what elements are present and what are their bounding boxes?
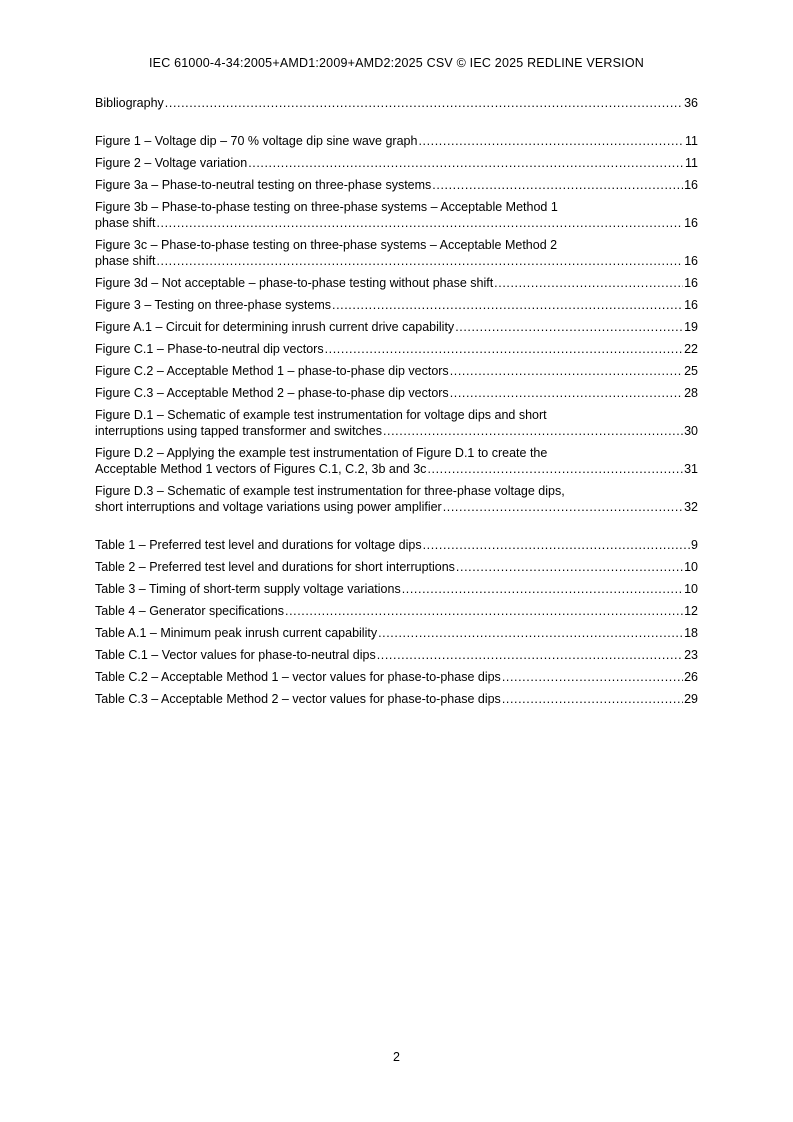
toc-entry-title: phase shift — [95, 216, 156, 230]
toc-entry-table[interactable] — [95, 603, 698, 619]
toc-entry-page: 25 — [684, 364, 698, 378]
toc-entry-table[interactable] — [95, 669, 698, 685]
table-of-contents — [95, 95, 698, 713]
toc-entry-table[interactable] — [95, 647, 698, 663]
dot-leader — [450, 363, 683, 379]
toc-entry-page: 28 — [684, 386, 698, 400]
dot-leader — [285, 603, 683, 619]
toc-entry-figure[interactable] — [95, 275, 698, 291]
toc-entry-page: 10 — [684, 560, 698, 574]
toc-entry-page: 16 — [684, 276, 698, 290]
toc-entry-figure[interactable] — [95, 177, 698, 193]
toc-entry-figure[interactable] — [95, 297, 698, 313]
toc-entry-title: Table 2 – Preferred test level and durations for short interruptions — [95, 560, 455, 574]
dot-leader — [165, 95, 683, 111]
toc-entry-title: Figure 3 – Testing on three-phase systems — [95, 298, 332, 312]
toc-entry-figure[interactable] — [95, 199, 698, 231]
toc-entry-title: Figure 2 – Voltage variation — [95, 156, 248, 170]
toc-entry-page: 22 — [684, 342, 698, 356]
dot-leader — [377, 647, 683, 663]
toc-entry-table[interactable] — [95, 559, 698, 575]
toc-entry-title: Acceptable Method 1 vectors of Figures C.1, C.2, 3b and 3c — [95, 462, 427, 476]
toc-entry-page: 16 — [684, 298, 698, 312]
toc-entry-title: Figure 3d – Not acceptable – phase-to-phase testing without phase shift — [95, 276, 494, 290]
toc-entry-title: Table C.1 – Vector values for phase-to-neutral dips — [95, 648, 376, 662]
toc-entry-title: phase shift — [95, 254, 156, 268]
toc-entry-page: 32 — [684, 500, 698, 514]
toc-entry-title-line: Figure 3c – Phase-to-phase testing on three-phase systems – Acceptable Method 2 — [95, 238, 558, 252]
toc-entry-title-line: Figure D.1 – Schematic of example test instrumentation for voltage dips and short — [95, 408, 547, 422]
toc-entry-figure[interactable] — [95, 341, 698, 357]
dot-leader — [325, 341, 684, 357]
dot-leader — [383, 423, 683, 439]
dot-leader — [494, 275, 683, 291]
toc-entry-title: Figure C.3 – Acceptable Method 2 – phase-to-phase dip vectors — [95, 386, 449, 400]
toc-entry-page: 36 — [684, 96, 698, 110]
toc-entry-title: Figure 1 – Voltage dip – 70 % voltage dip sine wave graph — [95, 134, 418, 148]
section-gap — [95, 117, 698, 133]
toc-entry-bibliography[interactable] — [95, 95, 698, 111]
toc-entry-title: Figure A.1 – Circuit for determining inrush current drive capability — [95, 320, 455, 334]
dot-leader — [502, 691, 683, 707]
toc-entry-title: Table A.1 – Minimum peak inrush current capability — [95, 626, 378, 640]
toc-entry-title: interruptions using tapped transformer and switches — [95, 424, 382, 438]
toc-entry-title: short interruptions and voltage variations using power amplifier — [95, 500, 442, 514]
dot-leader — [248, 155, 684, 171]
toc-entry-table[interactable] — [95, 625, 698, 641]
toc-entry-page: 16 — [684, 254, 698, 268]
toc-entry-page: 29 — [684, 692, 698, 706]
toc-entry-page: 11 — [685, 156, 698, 170]
dot-leader — [443, 499, 683, 515]
toc-entry-page: 30 — [684, 424, 698, 438]
toc-entry-page: 10 — [684, 582, 698, 596]
toc-entry-page: 9 — [691, 538, 698, 552]
dot-leader — [156, 215, 683, 231]
list-of-figures — [95, 133, 698, 515]
toc-entry-figure[interactable] — [95, 445, 698, 477]
toc-entry-title-line: Figure D.2 – Applying the example test instrumentation of Figure D.1 to create the — [95, 446, 548, 460]
dot-leader — [332, 297, 683, 313]
dot-leader — [455, 319, 683, 335]
toc-entry-page: 12 — [684, 604, 698, 618]
toc-entry-page: 19 — [684, 320, 698, 334]
dot-leader — [456, 559, 683, 575]
section-gap — [95, 521, 698, 537]
toc-entry-title-line: Figure D.3 – Schematic of example test instrumentation for three-phase voltage dips, — [95, 484, 565, 498]
toc-entry-figure[interactable] — [95, 385, 698, 401]
toc-entry-page: 16 — [684, 216, 698, 230]
dot-leader — [502, 669, 683, 685]
toc-entry-title: Bibliography — [95, 96, 164, 110]
toc-entry-title: Table 4 – Generator specifications — [95, 604, 284, 618]
toc-entry-page: 16 — [684, 178, 698, 192]
toc-entry-table[interactable] — [95, 581, 698, 597]
dot-leader — [402, 581, 683, 597]
toc-entry-page: 26 — [684, 670, 698, 684]
toc-entry-figure[interactable] — [95, 483, 698, 515]
toc-entry-figure[interactable] — [95, 237, 698, 269]
toc-entry-page: 18 — [684, 626, 698, 640]
dot-leader — [156, 253, 683, 269]
toc-entry-title: Figure 3a – Phase-to-neutral testing on three-phase systems — [95, 178, 432, 192]
toc-entry-table[interactable] — [95, 691, 698, 707]
dot-leader — [450, 385, 683, 401]
dot-leader — [427, 461, 683, 477]
toc-entry-figure[interactable] — [95, 407, 698, 439]
toc-entry-figure[interactable] — [95, 155, 698, 171]
toc-entry-title-line: Figure 3b – Phase-to-phase testing on three-phase systems – Acceptable Method 1 — [95, 200, 558, 214]
toc-entry-title: Table C.2 – Acceptable Method 1 – vector values for phase-to-phase dips — [95, 670, 501, 684]
page-number: 2 — [393, 1050, 400, 1064]
page-header: IEC 61000-4-34:2005+AMD1:2009+AMD2:2025 CSV © IEC 2025 REDLINE VERSION — [149, 56, 644, 70]
dot-leader — [432, 177, 683, 193]
toc-entry-table[interactable] — [95, 537, 698, 553]
toc-entry-title: Figure C.1 – Phase-to-neutral dip vectors — [95, 342, 324, 356]
toc-entry-figure[interactable] — [95, 319, 698, 335]
dot-leader — [418, 133, 684, 149]
toc-entry-title: Table 3 – Timing of short-term supply voltage variations — [95, 582, 401, 596]
list-of-tables — [95, 537, 698, 707]
toc-entry-page: 23 — [684, 648, 698, 662]
dot-leader — [378, 625, 683, 641]
toc-entry-title: Table C.3 – Acceptable Method 2 – vector values for phase-to-phase dips — [95, 692, 501, 706]
toc-entry-page: 31 — [684, 462, 698, 476]
toc-entry-title: Figure C.2 – Acceptable Method 1 – phase-to-phase dip vectors — [95, 364, 449, 378]
toc-entry-figure[interactable] — [95, 363, 698, 379]
dot-leader — [423, 537, 690, 553]
toc-entry-figure[interactable] — [95, 133, 698, 149]
toc-entry-title: Table 1 – Preferred test level and durations for voltage dips — [95, 538, 422, 552]
toc-entry-page: 11 — [685, 134, 698, 148]
